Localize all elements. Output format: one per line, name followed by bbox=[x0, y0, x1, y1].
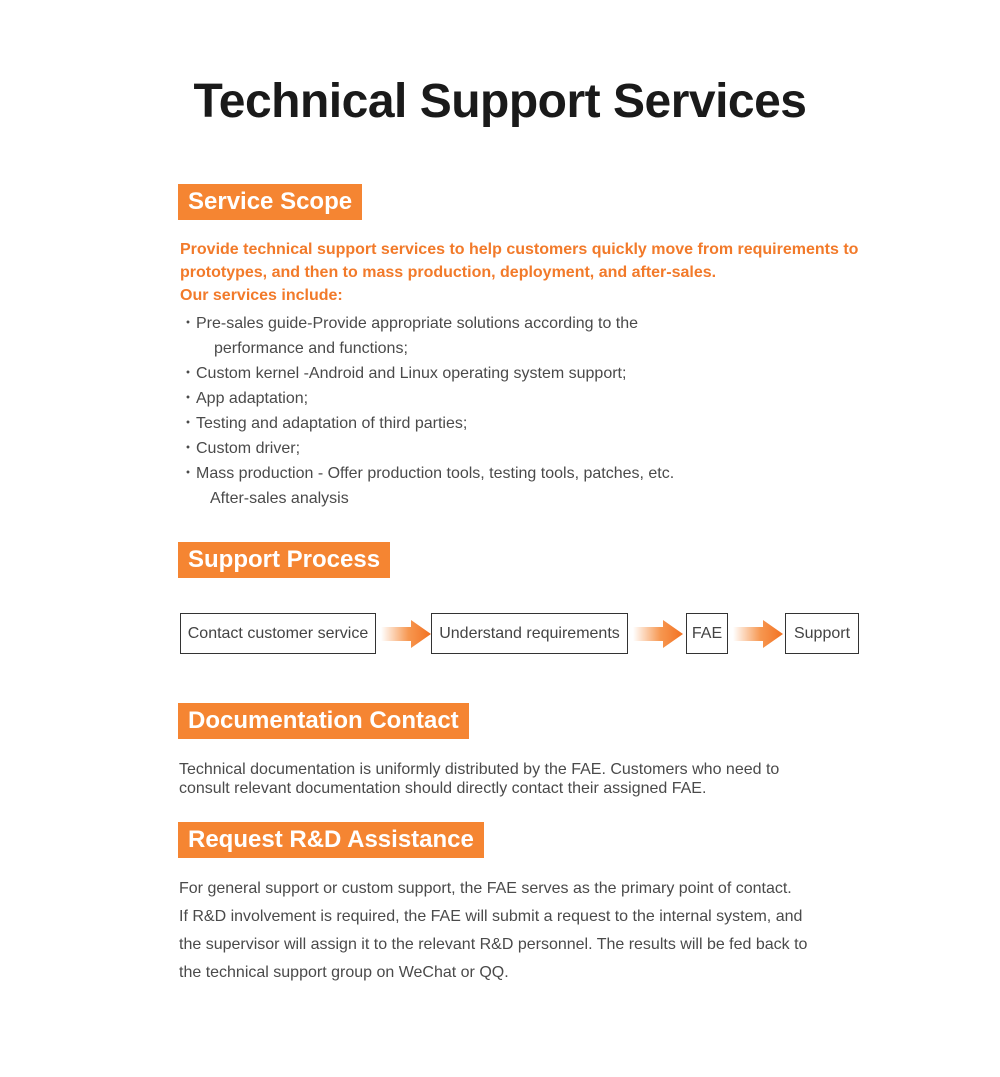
list-item-text: Pre-sales guide-Provide appropriate solutions according to the bbox=[196, 315, 639, 332]
support-process-heading: Support Process bbox=[178, 542, 390, 578]
paragraph-line: consult relevant documentation should directly contact their assigned FAE. bbox=[179, 780, 707, 797]
documentation-contact-heading: Documentation Contact bbox=[178, 703, 469, 739]
intro-line: prototypes, and then to mass production, deployment, and after-sales. bbox=[180, 264, 717, 281]
list-item bbox=[180, 311, 800, 361]
paragraph-line: Technical documentation is uniformly distributed by the FAE. Customers who need to bbox=[179, 761, 780, 778]
list-item bbox=[180, 436, 800, 461]
list-item bbox=[180, 461, 800, 511]
bullet-icon: ・ bbox=[180, 365, 197, 382]
arrow-right-icon bbox=[733, 620, 783, 648]
process-step-requirements: Understand requirements bbox=[431, 613, 628, 654]
rd-assistance-heading: Request R&D Assistance bbox=[178, 822, 484, 858]
list-item-text: Testing and adaptation of third parties; bbox=[196, 415, 468, 432]
bullet-icon: ・ bbox=[180, 390, 197, 407]
list-item-text: App adaptation; bbox=[196, 390, 309, 407]
list-item-text: Custom driver; bbox=[196, 440, 301, 457]
list-item-text: After-sales analysis bbox=[210, 490, 349, 507]
page-title: Technical Support Services bbox=[193, 75, 807, 128]
arrow-right-icon bbox=[633, 620, 683, 648]
rd-assistance-text bbox=[179, 875, 839, 987]
process-step-support: Support bbox=[785, 613, 859, 654]
list-item bbox=[180, 361, 800, 386]
bullet-icon: ・ bbox=[180, 415, 197, 432]
process-step-fae: FAE bbox=[686, 613, 728, 654]
bullet-icon: ・ bbox=[180, 315, 197, 332]
bullet-icon: ・ bbox=[180, 440, 197, 457]
list-item-text: Mass production - Offer production tools, testing tools, patches, etc. bbox=[196, 465, 675, 482]
list-item-text: Custom kernel -Android and Linux operating system support; bbox=[196, 365, 627, 382]
service-scope-intro bbox=[180, 238, 880, 307]
list-item bbox=[180, 386, 800, 411]
process-step-contact: Contact customer service bbox=[180, 613, 376, 654]
documentation-contact-text bbox=[179, 760, 839, 798]
list-item bbox=[180, 411, 800, 436]
arrow-right-icon bbox=[381, 620, 431, 648]
intro-line: Provide technical support services to help customers quickly move from requirements to bbox=[180, 241, 859, 258]
paragraph-line: the supervisor will assign it to the relevant R&D personnel. The results will be fed back to bbox=[179, 936, 808, 953]
paragraph-line: If R&D involvement is required, the FAE will submit a request to the internal system, and bbox=[179, 908, 803, 925]
paragraph-line: For general support or custom support, the FAE serves as the primary point of contact. bbox=[179, 880, 792, 897]
bullet-icon: ・ bbox=[180, 465, 197, 482]
service-scope-heading: Service Scope bbox=[178, 184, 362, 220]
intro-line: Our services include: bbox=[180, 287, 343, 304]
services-list bbox=[180, 311, 800, 511]
paragraph-line: the technical support group on WeChat or QQ. bbox=[179, 964, 509, 981]
list-item-text: performance and functions; bbox=[214, 340, 408, 357]
